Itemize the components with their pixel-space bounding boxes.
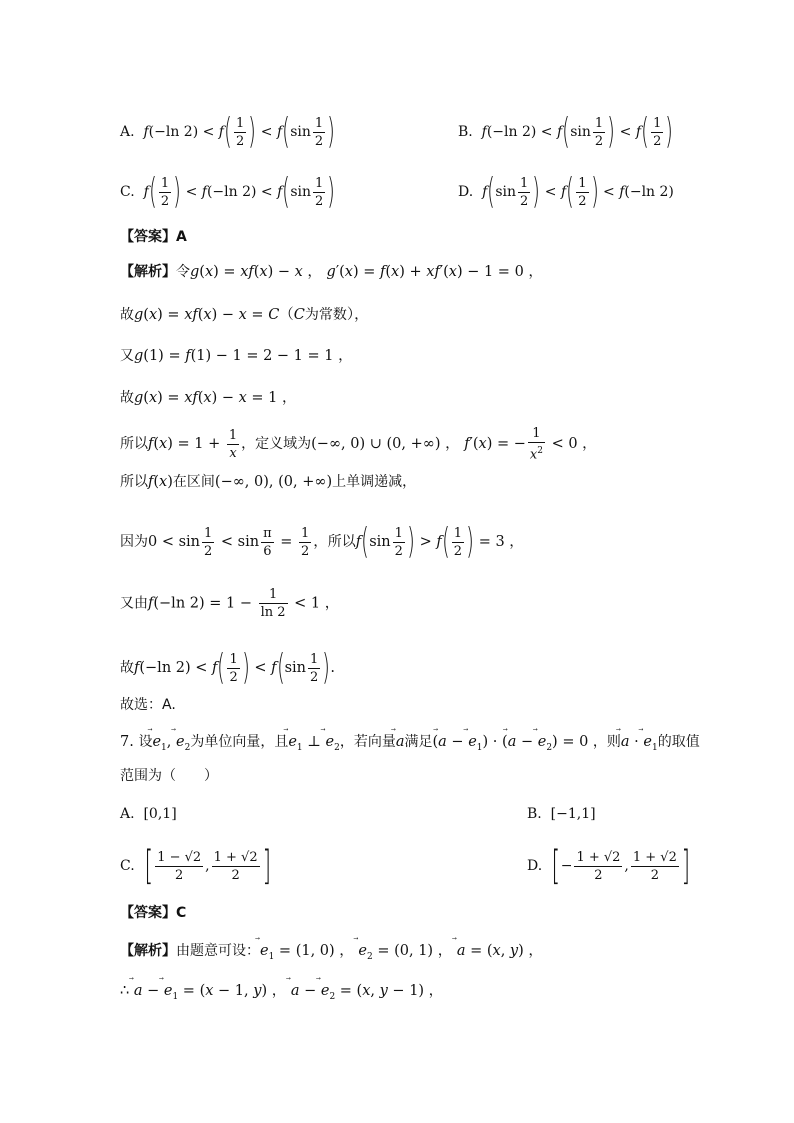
- q6-analysis-line-8: 又由f(−ln 2) = 1 − $\frac{1}{\ln 2}$ < 1 ，: [120, 587, 340, 620]
- word-so: 故: [120, 307, 134, 323]
- q6-conclusion: 故选：A.: [120, 697, 176, 713]
- q7-option-c-label: C.: [120, 858, 135, 874]
- q6-option-a-label: A.: [120, 124, 135, 140]
- q7-option-b-label: B.: [527, 806, 542, 822]
- q6-option-b-label: B.: [458, 124, 473, 140]
- q7-stem-line-1: 7. 设⃗ $e_1$, ⃗ $e_2$为单位向量，且⃗ $e_1$ ⊥ ⃗ $e_2$，若向量⃗ a满足(⃗ a − ⃗ $e_1$) · (⃗ a − ⃗ $e_2) = 0$ ，则⃗ a · ⃗ $e_1$的取值: [120, 732, 700, 758]
- word-q7-from: 由题意可设：: [176, 943, 260, 959]
- q6-analysis-head: 【解析】: [120, 264, 176, 280]
- word-so-2: 故: [120, 390, 134, 406]
- q6-analysis-line-7: 因为0 < sin $\frac{1}{2}$ < sin $\frac{\pi}{6}$ = $\frac{1}{2}$ ，所以f(sin $\frac{1}{2}$ ) > f( $\frac{1}{2}$ ) = 3 ，: [120, 521, 524, 562]
- q7-answer: 【答案】C: [120, 905, 187, 921]
- q7-option-d-label: D.: [527, 858, 543, 874]
- word-then-by: 又由: [120, 595, 148, 612]
- q6-analysis-line-6: 所以f(x)在区间(−∞, 0), (0, +∞)上单调递减，: [120, 474, 417, 490]
- q7-option-d: D. [− $\frac{1 + √2}{2}$ , $\frac{1 + √2}{2}$ ]: [527, 843, 690, 889]
- word-because: 因为: [120, 534, 148, 550]
- word-hence: 所以: [120, 436, 148, 453]
- word-q7-unit: 为单位向量，且: [190, 734, 289, 750]
- q7-option-a: [120, 804, 177, 824]
- q7-analysis-head: 【解析】: [120, 943, 176, 959]
- word-interval: 在区间: [172, 474, 215, 490]
- q6-option-c: C. f( $\frac{1}{2}$ ) < f(−ln 2) < f(sin $\frac{1}{2}$ ): [120, 171, 336, 212]
- q6-answer: 【答案】A: [120, 229, 187, 245]
- q7-analysis-line-1: 【解析】由题意可设：⃗ $e_1 = (1$, 0) ， ⃗ $e_2 = (0$, 1) ， ⃗ a = (x, y) ，: [120, 941, 543, 967]
- q7-option-a-value: [0,1]: [143, 806, 177, 822]
- q6-analysis-line-4: 故g(x) = xf(x) − x = 1 ，: [120, 390, 297, 406]
- word-q7-range: 的取值: [657, 734, 700, 750]
- q7-option-a-label: A.: [120, 806, 135, 822]
- q6-option-b: B. f(−ln 2) < f(sin $\frac{1}{2}$ ) < f( $\frac{1}{2}$ ): [458, 111, 674, 152]
- word-q7-set: 设: [138, 734, 153, 750]
- word-const: 为常数: [304, 307, 347, 323]
- q6-option-d: D. f(sin $\frac{1}{2}$ ) < f( $\frac{1}{2}$ ) < f(−ln 2): [458, 171, 674, 212]
- word-also: 又: [120, 348, 134, 364]
- word-q7-satisfy: 满足: [404, 734, 433, 750]
- q6-analysis-line-5: 所以f(x) = 1 + $\frac{1}{x}$ ，定义域为(−∞, 0) ∪ (0, +∞) ， f′(x) = − $\frac{1}{x^2}$ < 0 ，: [120, 426, 597, 463]
- word-q7-if: ，若向量: [339, 734, 396, 750]
- q6-analysis-line-1: 【解析】令g(x) = xf(x) − x ， g′(x) = f(x) + xf′(x) − 1 = 0 ，: [120, 264, 543, 280]
- word-domain: ，定义域为: [241, 436, 312, 453]
- word-q7-then: ，则: [592, 734, 621, 750]
- q6-option-c-label: C.: [120, 184, 135, 200]
- q6-option-d-label: D.: [458, 184, 474, 200]
- q7-option-b-value: [−1,1]: [550, 806, 596, 822]
- q6-option-a: A. f(−ln 2) < f( $\frac{1}{2}$ ) < f(sin $\frac{1}{2}$ ): [120, 111, 336, 152]
- word-monotone: 上单调递减，: [332, 474, 417, 490]
- q6-analysis-line-2: 故g(x) = xf(x) − x = C（C为常数），: [120, 307, 369, 323]
- q7-option-b: [527, 804, 596, 824]
- q7-analysis-line-2: ∴ ⃗ a − ⃗ $e_1 = (x - 1$, y) ， ⃗ a − ⃗ $e_2 = (x$, y − 1) ，: [120, 981, 443, 1007]
- q6-analysis-line-3: 又g(1) = f(1) − 1 = 2 − 1 = 1 ，: [120, 348, 353, 364]
- word-hence-2: 所以: [120, 474, 148, 490]
- q7-option-c: C. [ $\frac{1 - √2}{2}$ , $\frac{1 + √2}{2}$ ]: [120, 843, 271, 889]
- q6-analysis-line-9: 故f(−ln 2) < f( $\frac{1}{2}$ ) < f(sin $\frac{1}{2}$ ).: [120, 647, 335, 688]
- word-hence-3: 所以: [327, 534, 356, 550]
- word-so-3: 故: [120, 660, 134, 676]
- q7-stem-line-2: 范围为（ ）: [120, 768, 218, 784]
- q7-number: 7.: [120, 734, 134, 750]
- word-let: 令: [176, 264, 190, 280]
